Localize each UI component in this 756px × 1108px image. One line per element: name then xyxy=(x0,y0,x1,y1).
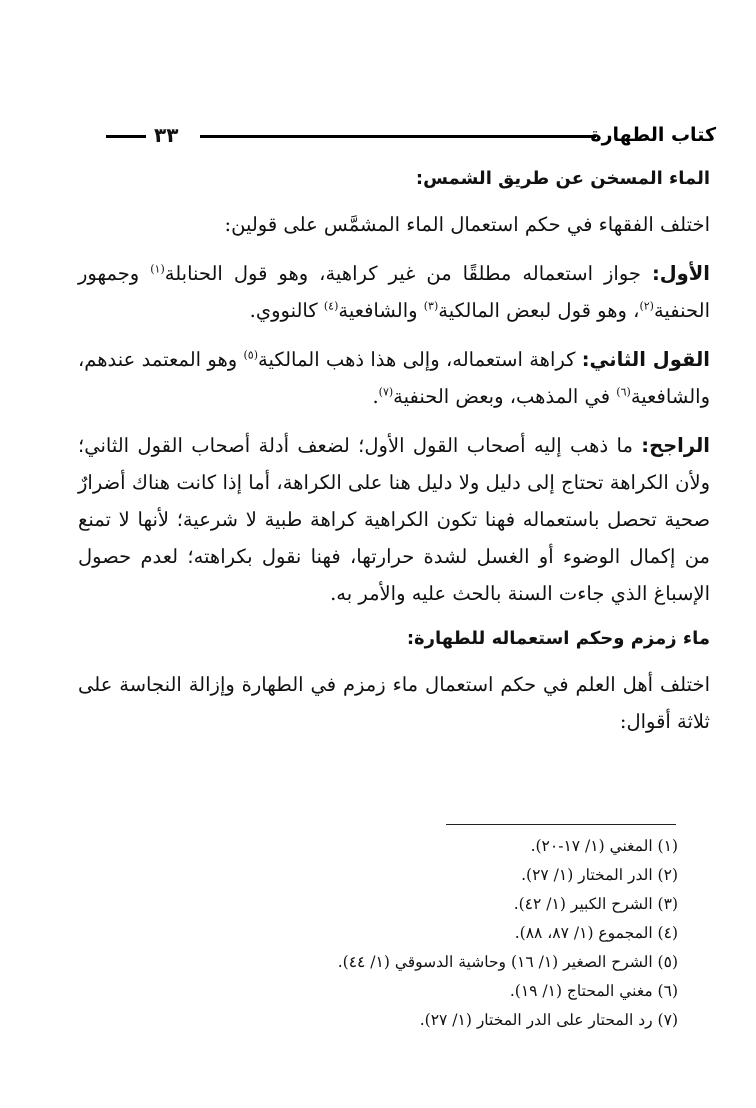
header-rule xyxy=(200,135,596,138)
text-run: جواز استعماله مطلقًا من غير كراهية، وهو قول الحنابلة xyxy=(164,262,652,285)
book-title: كتاب الطهارة xyxy=(590,124,716,146)
footnote-ref: (٦) xyxy=(616,385,631,399)
text-run: . xyxy=(372,385,379,408)
footnote-ref: (٥) xyxy=(243,348,258,362)
header-rule-short xyxy=(106,135,146,138)
running-header xyxy=(106,116,716,152)
paragraph-intro xyxy=(78,206,710,243)
footnote-1: (١) المغني (١/ ١٧-٢٠). xyxy=(530,837,678,855)
footnote-3: (٣) الشرح الكبير (١/ ٤٢). xyxy=(513,895,678,913)
zamzam-intro-text: اختلف أهل العلم في حكم استعمال ماء زمزم في الطهارة وإزالة النجاسة على ثلاثة أقوال: xyxy=(78,673,710,733)
footnote-separator xyxy=(446,824,676,825)
footnote-5: (٥) الشرح الصغير (١/ ١٦) وحاشية الدسوقي (١/ ٤٤). xyxy=(337,953,678,971)
text-run: كالنووي. xyxy=(249,299,324,322)
text-run: ، وهو قول لبعض المالكية xyxy=(438,299,640,322)
footnote-6: (٦) مغني المحتاج (١/ ١٩). xyxy=(509,982,678,1000)
footnote-ref: (٧) xyxy=(378,385,394,399)
page-body xyxy=(78,164,710,752)
text-run: في المذهب، وبعض الحنفية xyxy=(393,385,617,408)
footnote-ref: (٣) xyxy=(423,299,439,313)
paragraph-first-opinion xyxy=(78,255,710,329)
paragraph-preferred xyxy=(78,427,710,612)
page-number: ٣٣ xyxy=(154,123,179,147)
footnote-ref: (٤) xyxy=(323,299,339,313)
second-opinion-label: القول الثاني: xyxy=(581,348,710,371)
section-heading-zamzam: ماء زمزم وحكم استعماله للطهارة: xyxy=(406,628,710,649)
text-run: كراهة استعماله، وإلى هذا ذهب المالكية xyxy=(257,348,582,371)
paragraph-zamzam-intro xyxy=(78,666,710,740)
footnotes xyxy=(60,832,678,1035)
intro-text: اختلف الفقهاء في حكم استعمال الماء المشمَّس على قولين: xyxy=(224,213,710,236)
footnote-4: (٤) المجموع (١/ ٨٧، ٨٨). xyxy=(514,924,678,942)
section-heading-sun-heated-water: الماء المسخن عن طريق الشمس: xyxy=(415,168,710,189)
text-run: والشافعية xyxy=(338,299,424,322)
footnote-ref: (٢) xyxy=(639,299,654,313)
text-run: وهو المعتمد عندهم، والشافعية xyxy=(78,348,710,408)
footnote-7: (٧) رد المحتار على الدر المختار (١/ ٢٧). xyxy=(419,1011,678,1029)
preferred-text: ما ذهب إليه أصحاب القول الأول؛ لضعف أدلة أصحاب القول الثاني؛ ولأن الكراهة تحتاج إلى دليل ولا دليل هنا على الكراهة، أما إذا كانت هناك أضرارٌ صحية تحصل باستعماله فهنا تكون الكراهية كراهة طبية لا شرعية؛ لأنها لا تمنع من إكمال الوضوء أو الغسل لشدة حرارتها، فهنا نقول بكراهته؛ لعدم حصول الإسباغ الذي جاءت السنة بالحث عليه والأمر به. xyxy=(78,434,710,605)
preferred-label: الراجح: xyxy=(641,434,710,457)
first-opinion-label: الأول: xyxy=(651,262,710,285)
paragraph-second-opinion xyxy=(78,341,710,415)
footnote-ref: (١) xyxy=(150,262,165,276)
text-run: وجمهور الحنفية xyxy=(78,262,710,322)
footnote-2: (٢) الدر المختار (١/ ٢٧). xyxy=(521,866,678,884)
